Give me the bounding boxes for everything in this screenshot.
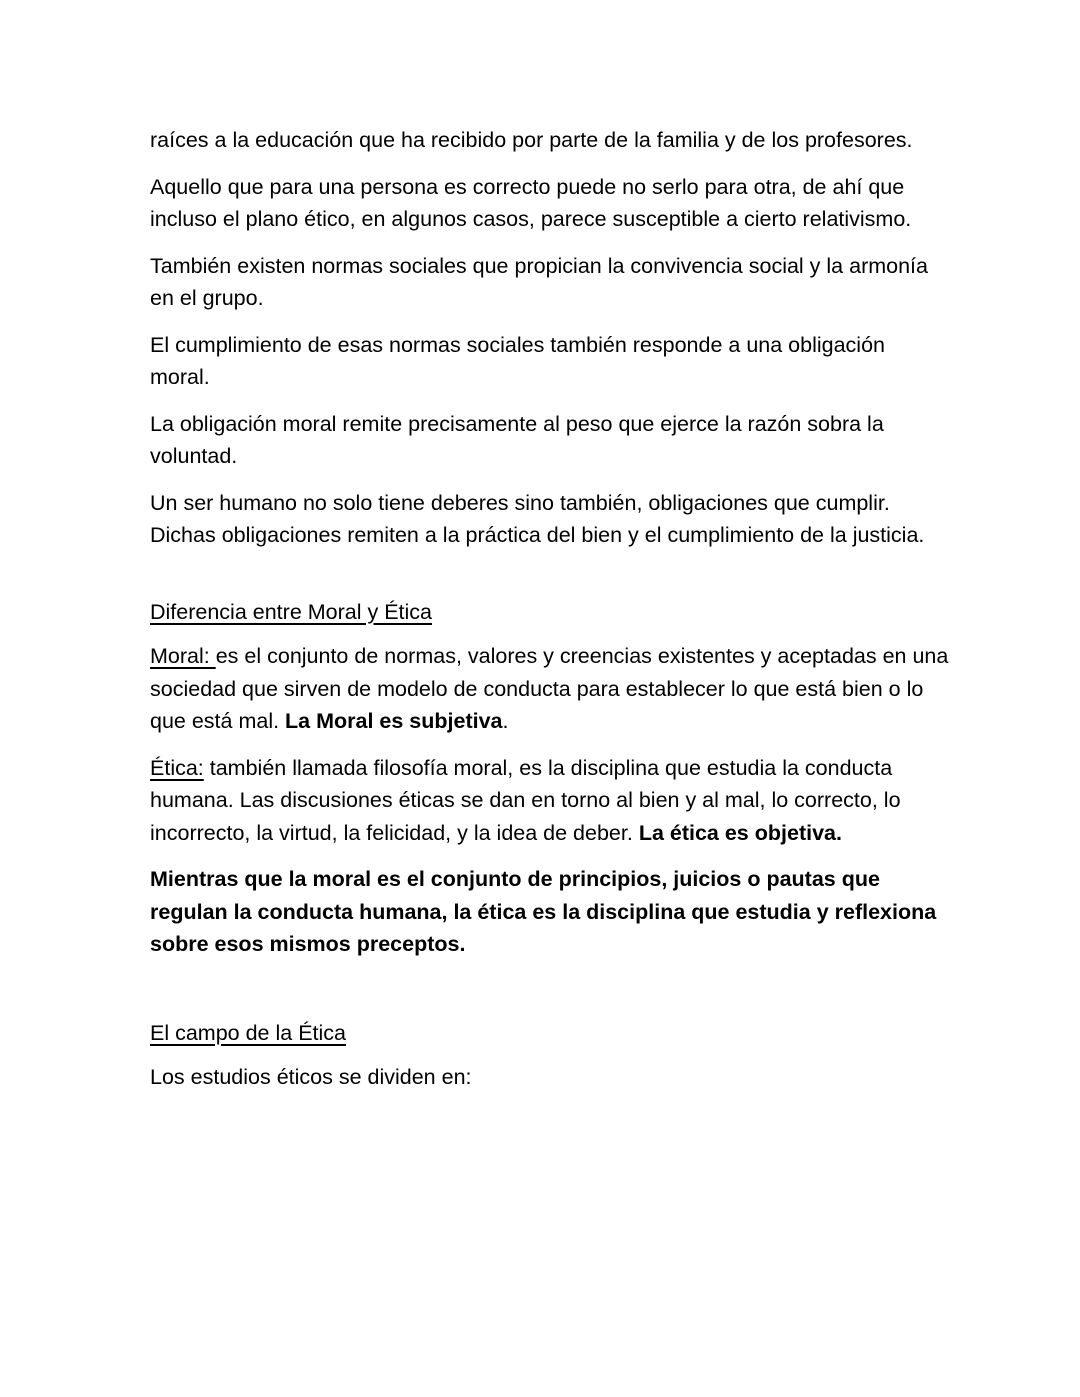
paragraph-moral-obligation: El cumplimiento de esas normas sociales también responde a una obligación moral. <box>150 332 885 389</box>
section-heading-field-of-ethics: El campo de la Ética <box>150 1020 346 1045</box>
definition-moral-tail: . <box>502 709 509 733</box>
paragraph-relativism: Aquello que para una persona es correcto puede no serlo para otra, de ahí que incluso el plano ético, en algunos casos, parece susceptible a cierto relativismo. <box>150 174 912 231</box>
definition-ethics-bold: La ética es objetiva. <box>638 820 842 845</box>
paragraph-duties: Un ser humano no solo tiene deberes sino también, obligaciones que cumplir. Dichas obligaciones remiten a la práctica del bien y el cumplimiento de la justicia. <box>150 490 925 547</box>
definition-moral-bold: La Moral es subjetiva <box>285 709 503 733</box>
paragraph-education: raíces a la educación que ha recibido por parte de la familia y de los profesores. <box>150 128 913 152</box>
definition-moral <box>150 640 950 738</box>
term-ethics: Ética: <box>150 755 204 780</box>
summary-paragraph: Mientras que la moral es el conjunto de principios, juicios o pautas que regulan la conducta humana, la ética es la disciplina que estudia y reflexiona sobre esos mismos preceptos. <box>150 867 937 956</box>
section-heading-moral-vs-ethics: Diferencia entre Moral y Ética <box>150 599 432 624</box>
definition-ethics <box>150 752 950 850</box>
term-moral: Moral: <box>150 644 216 668</box>
paragraph-ethics-divisions: Los estudios éticos se dividen en: <box>150 1065 472 1089</box>
paragraph-social-norms: También existen normas sociales que propician la convivencia social y la armonía en el grupo. <box>150 253 928 310</box>
definition-moral-text: es el conjunto de normas, valores y creencias existentes y aceptadas en una sociedad que sirven de modelo de conducta para establecer lo que está bien o lo que está mal. <box>150 644 949 733</box>
definition-ethics-text: también llamada filosofía moral, es la disciplina que estudia la conducta humana. Las discusiones éticas se dan en torno al bien y al mal, lo correcto, lo incorrecto, la virtud, la felicidad, y la idea de deber. <box>150 755 901 845</box>
document-page <box>150 124 950 1108</box>
paragraph-reason-will: La obligación moral remite precisamente al peso que ejerce la razón sobra la voluntad. <box>150 411 884 468</box>
